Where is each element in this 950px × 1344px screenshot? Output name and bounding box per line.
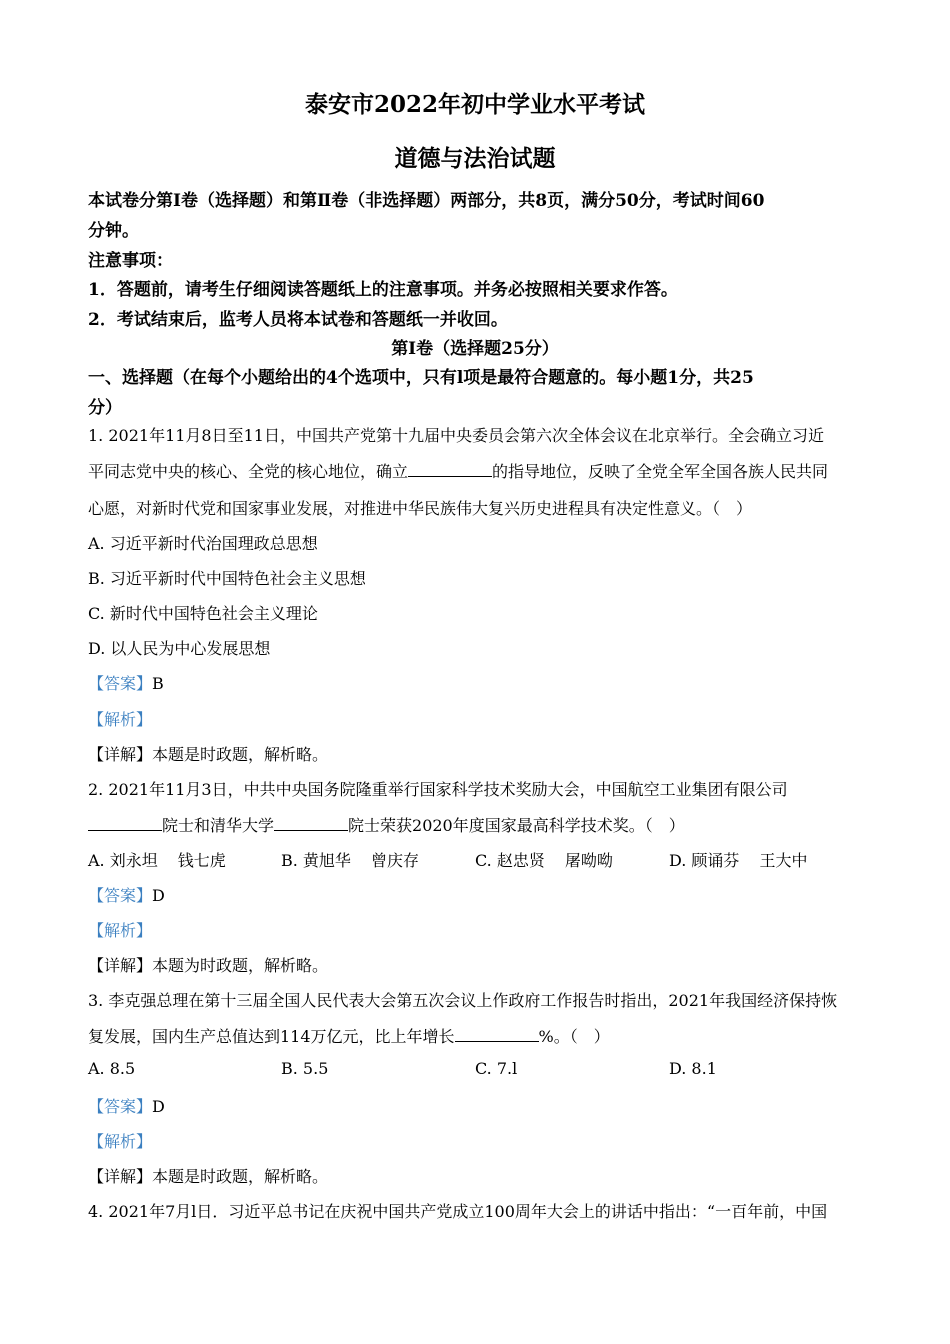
q2-option-a	[88, 848, 226, 871]
answer-label: 【答案】	[88, 674, 153, 693]
q3-stem-line-1: 3. 李克强总理在第十三届全国人民代表大会第五次会议上作政府工作报告时指出，2021年我国经济保持恢	[88, 991, 838, 1010]
q4-stem-line-1: 4. 2021年7月l日．习近平总书记在庆祝中国共产党成立100周年大会上的讲话中指出：“一百年前，中国	[88, 1202, 828, 1221]
subject-title: 道德与法治试题	[394, 145, 556, 172]
q2-option-b-name-2: 曾庆存	[370, 851, 419, 870]
q2-option-a-name-1: A. 刘永坦	[88, 851, 158, 870]
q3-stem-line-2	[88, 1024, 610, 1047]
exam-title: 泰安市2022年初中学业水平考试	[304, 91, 645, 118]
answer-label: 【答案】	[88, 886, 153, 905]
q2-option-c-name-1: C. 赵忠贤	[475, 851, 545, 870]
q3-detail-text: 本题是时政题，解析略。	[152, 1167, 329, 1186]
q1-stem-text-after-blank: 的指导地位，反映了全党全军全国各族人民共同	[492, 462, 829, 481]
q3-answer	[88, 1094, 165, 1117]
q3-option-a: A. 8.5	[88, 1059, 136, 1078]
q2-blank-1	[88, 815, 162, 831]
q2-stem-line-1: 2. 2021年11月3日，中共中央国务院隆重举行国家科学技术奖励大会，中国航空工业集团有限公司	[88, 780, 788, 799]
q1-option-c: C. 新时代中国特色社会主义理论	[88, 604, 318, 623]
q2-option-d-name-2: 王大中	[759, 851, 808, 870]
notes-heading: 注意事项：	[88, 251, 173, 271]
q3-detail	[88, 1164, 328, 1187]
q1-answer-value: B	[152, 674, 164, 693]
q2-detail-text: 本题为时政题，解析略。	[152, 956, 329, 975]
q3-option-d: D. 8.1	[669, 1059, 717, 1078]
q1-detail	[88, 742, 328, 765]
note-1: 1．答题前，请考生仔细阅读答题纸上的注意事项。并务必按照相关要求作答。	[88, 280, 678, 300]
detail-label: 【详解】	[88, 956, 153, 975]
q2-option-b	[281, 848, 419, 871]
q1-analysis-label: 【解析】	[88, 710, 153, 729]
q3-stem-text-before-blank: 复发展，国内生产总值达到114万亿元，比上年增长	[88, 1027, 455, 1046]
q2-option-a-name-2: 钱七虎	[177, 851, 226, 870]
q1-stem-line-1: 1. 2021年11月8日至11日，中国共产党第十九届中央委员会第六次全体会议在北京举行。全会确立习近	[88, 426, 824, 445]
q1-option-a: A. 习近平新时代治国理政总思想	[88, 534, 318, 553]
q2-option-c-name-2: 屠呦呦	[564, 851, 613, 870]
intro-line-1: 本试卷分第Ⅰ卷（选择题）和第Ⅱ卷（非选择题）两部分，共8页，满分50分，考试时间60	[88, 191, 765, 211]
q2-answer-value: D	[152, 886, 165, 905]
q1-detail-text: 本题是时政题，解析略。	[152, 745, 329, 764]
q2-option-b-name-1: B. 黄旭华	[281, 851, 351, 870]
q2-answer	[88, 883, 165, 906]
q1-stem-line-2	[88, 459, 828, 482]
q2-stem-text-a: 院士和清华大学	[162, 816, 275, 835]
detail-label: 【详解】	[88, 1167, 153, 1186]
section-instructions-2: 分）	[88, 398, 122, 418]
q2-blank-2	[274, 815, 348, 831]
q1-option-d: D. 以人民为中心发展思想	[88, 639, 271, 658]
q2-option-d	[669, 848, 807, 871]
answer-label: 【答案】	[88, 1097, 153, 1116]
q1-stem-text-before-blank: 平同志党中央的核心、全党的核心地位，确立	[88, 462, 409, 481]
q3-blank	[455, 1026, 539, 1042]
q1-blank	[408, 461, 492, 477]
q3-answer-value: D	[152, 1097, 165, 1116]
q2-stem-line-2	[88, 813, 685, 836]
q1-stem-line-3: 心愿，对新时代党和国家事业发展，对推进中华民族伟大复兴历史进程具有决定性意义。（ ）	[88, 499, 753, 518]
q1-option-b: B. 习近平新时代中国特色社会主义思想	[88, 569, 366, 588]
q1-answer	[88, 671, 164, 694]
volume-title: 第Ⅰ卷（选择题25分）	[391, 339, 559, 359]
q2-stem-text-b: 院士荣获2020年度国家最高科学技术奖。（ ）	[348, 816, 685, 835]
note-2: 2．考试结束后，监考人员将本试卷和答题纸一并收回。	[88, 310, 508, 330]
q2-analysis-label: 【解析】	[88, 921, 153, 940]
q3-option-c: C. 7.l	[475, 1059, 518, 1078]
q3-stem-text-after-blank: %。（ ）	[538, 1027, 610, 1046]
detail-label: 【详解】	[88, 745, 153, 764]
q3-option-b: B. 5.5	[281, 1059, 329, 1078]
section-instructions-1: 一、选择题（在每个小题给出的4个选项中，只有l项是最符合题意的。每小题1分，共25	[88, 368, 754, 388]
q2-detail	[88, 953, 328, 976]
q2-option-c	[475, 848, 613, 871]
q2-option-d-name-1: D. 顾诵芬	[669, 851, 740, 870]
intro-line-2: 分钟。	[88, 221, 139, 241]
q3-analysis-label: 【解析】	[88, 1132, 153, 1151]
